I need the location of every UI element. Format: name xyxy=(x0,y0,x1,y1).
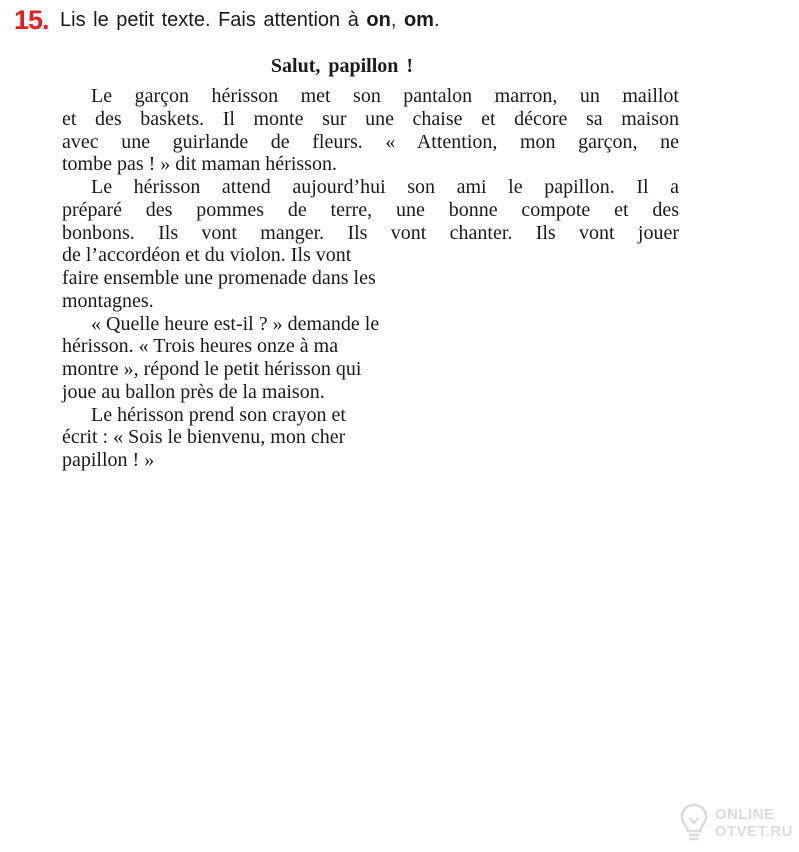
story-line: Le garçon hérisson met son pantalon marron, un maillot xyxy=(91,85,679,107)
story-line: de l’accordéon et du violon. Ils vont xyxy=(62,244,352,267)
sound-om: om xyxy=(403,9,434,31)
story-line: et des baskets. Il monte sur une chaise et décore sa maison xyxy=(62,107,679,130)
instruction-separator: , xyxy=(390,9,404,31)
sound-on: on xyxy=(366,9,391,31)
lightbulb-icon xyxy=(679,802,709,844)
story-line: montagnes. xyxy=(62,289,154,312)
story-line: « Quelle heure est-il ? » demande le xyxy=(91,312,380,335)
exercise-number: 15. xyxy=(14,5,49,35)
story-body xyxy=(62,85,679,472)
story-line: préparé des pommes de terre, une bonne compote et des xyxy=(62,198,679,221)
instruction-end: . xyxy=(433,9,440,31)
story-line: hérisson. « Trois heures onze à ma xyxy=(62,335,339,358)
watermark-line-1: ONLINE xyxy=(714,806,775,823)
exercise-instruction xyxy=(60,7,440,33)
story-line: faire ensemble une promenade dans les xyxy=(62,267,376,289)
story-line: Le hérisson prend son crayon et xyxy=(91,403,346,426)
story-line: bonbons. Ils vont manger. Ils vont chanter. Ils vont jouer xyxy=(62,221,679,244)
story-line: tombe pas ! » dit maman hérisson. xyxy=(62,153,337,176)
story-line: joue au ballon près de la maison. xyxy=(62,380,325,403)
story-line: écrit : « Sois le bienvenu, mon cher xyxy=(62,426,346,449)
watermark xyxy=(679,802,793,844)
story-line: avec une guirlande de fleurs. « Attention, mon garçon, ne xyxy=(62,130,679,153)
story-title: Salut, papillon ! xyxy=(270,55,414,77)
story-line: montre », répond le petit hérisson qui xyxy=(62,358,362,380)
watermark-text xyxy=(715,806,793,840)
watermark-line-2: OTVET.RU xyxy=(714,823,793,840)
story-line: papillon ! » xyxy=(62,449,155,471)
story-line: Le hérisson attend aujourd’hui son ami le papillon. Il a xyxy=(91,176,679,198)
instruction-text: Lis le petit texte. Fais attention à xyxy=(60,9,367,31)
